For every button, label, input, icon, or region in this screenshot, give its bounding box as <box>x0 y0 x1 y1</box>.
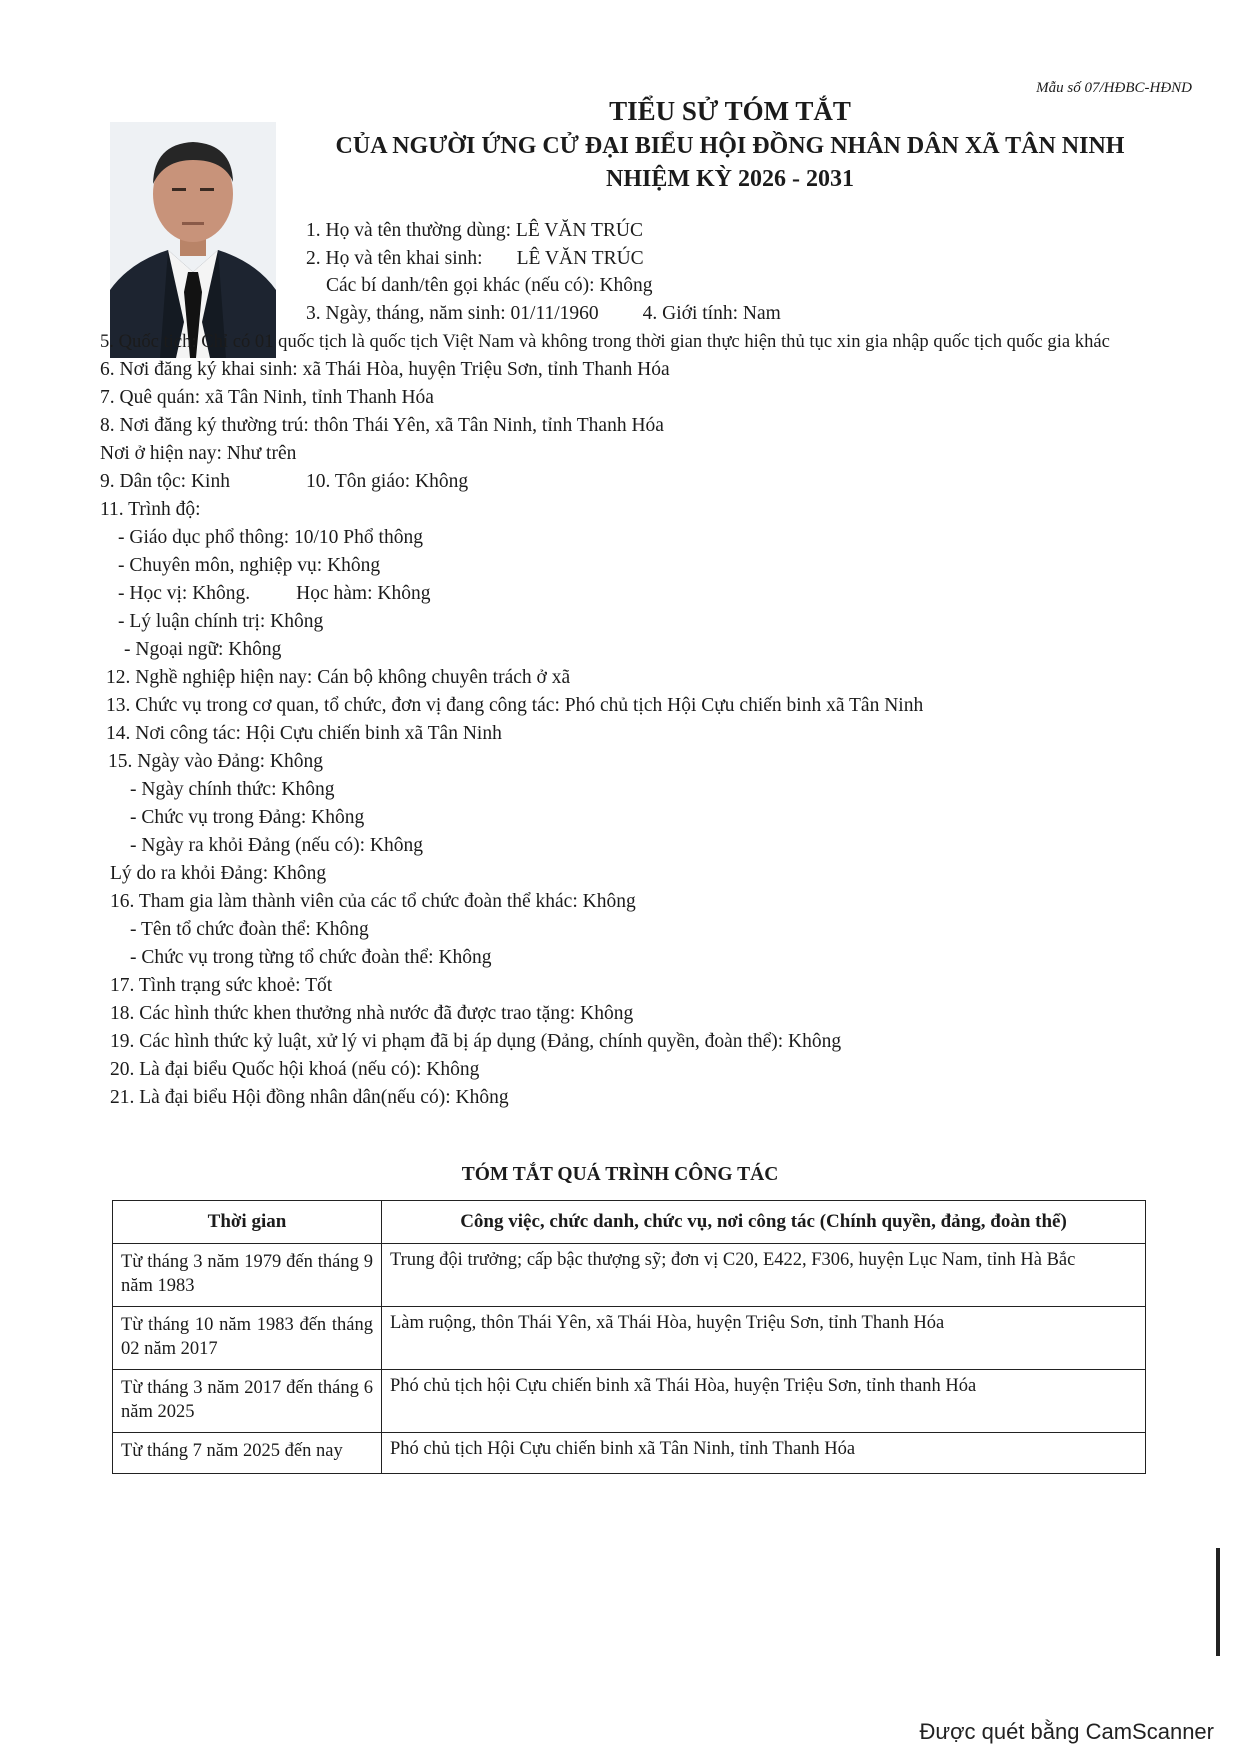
field-organization-position: - Chức vụ trong từng tổ chức đoàn thể: Không <box>130 947 492 968</box>
column-header-description: Công việc, chức danh, chức vụ, nơi công tác (Chính quyền, đảng, đoàn thể) <box>382 1201 1146 1244</box>
field-state-awards: 18. Các hình thức khen thưởng nhà nước đã được trao tặng: Không <box>110 1003 634 1024</box>
field-current-residence: Nơi ở hiện nay: Như trên <box>100 443 297 464</box>
portrait-illustration <box>110 122 276 358</box>
field-health-status: 17. Tình trạng sức khoẻ: Tốt <box>110 975 333 996</box>
field-birth-date: 3. Ngày, tháng, năm sinh: 01/11/1960 <box>306 303 599 324</box>
field-gender: 4. Giới tính: Nam <box>642 303 781 324</box>
work-description: Trung đội trưởng; cấp bậc thượng sỹ; đơn vị C20, E422, F306, huyện Lục Nam, tỉnh Hà Bắc <box>382 1244 1146 1307</box>
table-row <box>113 1244 1146 1307</box>
table-row <box>113 1433 1146 1474</box>
field-aliases: Các bí danh/tên gọi khác (nếu có): Không <box>326 275 653 296</box>
field-party-position: - Chức vụ trong Đảng: Không <box>130 807 365 828</box>
work-description: Phó chủ tịch hội Cựu chiến binh xã Thái Hòa, huyện Triệu Sơn, tỉnh thanh Hóa <box>382 1370 1146 1433</box>
field-foreign-language: - Ngoại ngữ: Không <box>124 639 282 660</box>
column-header-time: Thời gian <box>113 1201 382 1244</box>
field-peoples-council-delegate: 21. Là đại biểu Hội đồng nhân dân(nếu có): Không <box>110 1087 509 1108</box>
title-line-2: CỦA NGƯỜI ỨNG CỬ ĐẠI BIỂU HỘI ĐỒNG NHÂN DÂN XÃ TÂN NINH <box>335 133 1125 159</box>
field-birth-registration-place: 6. Nơi đăng ký khai sinh: xã Thái Hòa, huyện Triệu Sơn, tỉnh Thanh Hóa <box>100 359 670 380</box>
field-academic-title: Học hàm: Không <box>296 583 431 604</box>
field-national-assembly-delegate: 20. Là đại biểu Quốc hội khoá (nếu có): Không <box>110 1059 480 1080</box>
field-qualifications: 11. Trình độ: <box>100 499 201 520</box>
field-degree-title <box>118 581 430 607</box>
work-period: Từ tháng 3 năm 1979 đến tháng 9 năm 1983 <box>113 1244 382 1307</box>
table-row <box>113 1307 1146 1370</box>
work-period: Từ tháng 7 năm 2025 đến nay <box>113 1433 382 1474</box>
table-row <box>113 1370 1146 1433</box>
field-ethnicity: 9. Dân tộc: Kinh <box>100 471 230 492</box>
field-party-leave-reason: Lý do ra khỏi Đảng: Không <box>110 863 327 884</box>
field-birth-name-label: 2. Họ và tên khai sinh: <box>306 248 483 269</box>
field-hometown: 7. Quê quán: xã Tân Ninh, tỉnh Thanh Hóa <box>100 387 434 408</box>
scan-edge-mark <box>1216 1548 1220 1656</box>
field-degree: - Học vị: Không. <box>118 583 251 604</box>
work-period: Từ tháng 3 năm 2017 đến tháng 6 năm 2025 <box>113 1370 382 1433</box>
field-nationality: 5. Quốc tịch: Chỉ có 01 quốc tịch là quốc tịch Việt Nam và không trong thời gian thực hiện thủ tục xin gia nhập quốc tịch quốc gia khác <box>100 331 1110 352</box>
field-party-leave-date: - Ngày ra khỏi Đảng (nếu có): Không <box>130 835 423 856</box>
field-other-organizations: 16. Tham gia làm thành viên của các tổ chức đoàn thể khác: Không <box>110 891 636 912</box>
field-disciplinary-actions: 19. Các hình thức kỷ luật, xử lý vi phạm đã bị áp dụng (Đảng, chính quyền, đoàn thể): Không <box>110 1031 842 1052</box>
field-political-theory: - Lý luận chính trị: Không <box>118 611 324 632</box>
work-description: Phó chủ tịch Hội Cựu chiến binh xã Tân Ninh, tỉnh Thanh Hóa <box>382 1433 1146 1474</box>
field-professional-skill: - Chuyên môn, nghiệp vụ: Không <box>118 555 381 576</box>
candidate-portrait-photo <box>110 122 276 358</box>
field-current-position: 13. Chức vụ trong cơ quan, tổ chức, đơn vị đang công tác: Phó chủ tịch Hội Cựu chiến binh xã Tân Ninh <box>106 695 924 716</box>
field-common-name: 1. Họ và tên thường dùng: LÊ VĂN TRÚC <box>306 220 644 241</box>
field-workplace: 14. Nơi công tác: Hội Cựu chiến binh xã Tân Ninh <box>106 723 502 744</box>
title-line-3: NHIỆM KỲ 2026 - 2031 <box>606 166 854 192</box>
field-birth-name-value: LÊ VĂN TRÚC <box>516 248 644 269</box>
table-header-row <box>113 1201 1146 1244</box>
field-current-occupation: 12. Nghề nghiệp hiện nay: Cán bộ không chuyên trách ở xã <box>106 667 571 688</box>
work-history-title: TÓM TẮT QUÁ TRÌNH CÔNG TÁC <box>461 1164 779 1185</box>
field-general-education: - Giáo dục phổ thông: 10/10 Phổ thông <box>118 527 423 548</box>
field-birth-name <box>306 246 644 272</box>
field-permanent-residence: 8. Nơi đăng ký thường trú: thôn Thái Yên, xã Tân Ninh, tỉnh Thanh Hóa <box>100 415 664 436</box>
work-history-table <box>112 1200 1146 1474</box>
field-party-official-date: - Ngày chính thức: Không <box>130 779 335 800</box>
field-birth-date-gender <box>306 301 781 327</box>
title-line-1: TIỂU SỬ TÓM TẮT <box>609 96 851 126</box>
scanner-watermark: Được quét bằng CamScanner <box>919 1719 1214 1744</box>
field-ethnicity-religion <box>100 469 468 495</box>
field-organization-name: - Tên tổ chức đoàn thể: Không <box>130 919 369 940</box>
work-period: Từ tháng 10 năm 1983 đến tháng 02 năm 2017 <box>113 1307 382 1370</box>
form-code: Mẫu số 07/HĐBC-HĐND <box>1036 80 1192 96</box>
field-religion: 10. Tôn giáo: Không <box>305 471 469 492</box>
document-title <box>300 96 1160 193</box>
work-description: Làm ruộng, thôn Thái Yên, xã Thái Hòa, huyện Triệu Sơn, tỉnh Thanh Hóa <box>382 1307 1146 1370</box>
field-party-join-date: 15. Ngày vào Đảng: Không <box>108 751 324 772</box>
